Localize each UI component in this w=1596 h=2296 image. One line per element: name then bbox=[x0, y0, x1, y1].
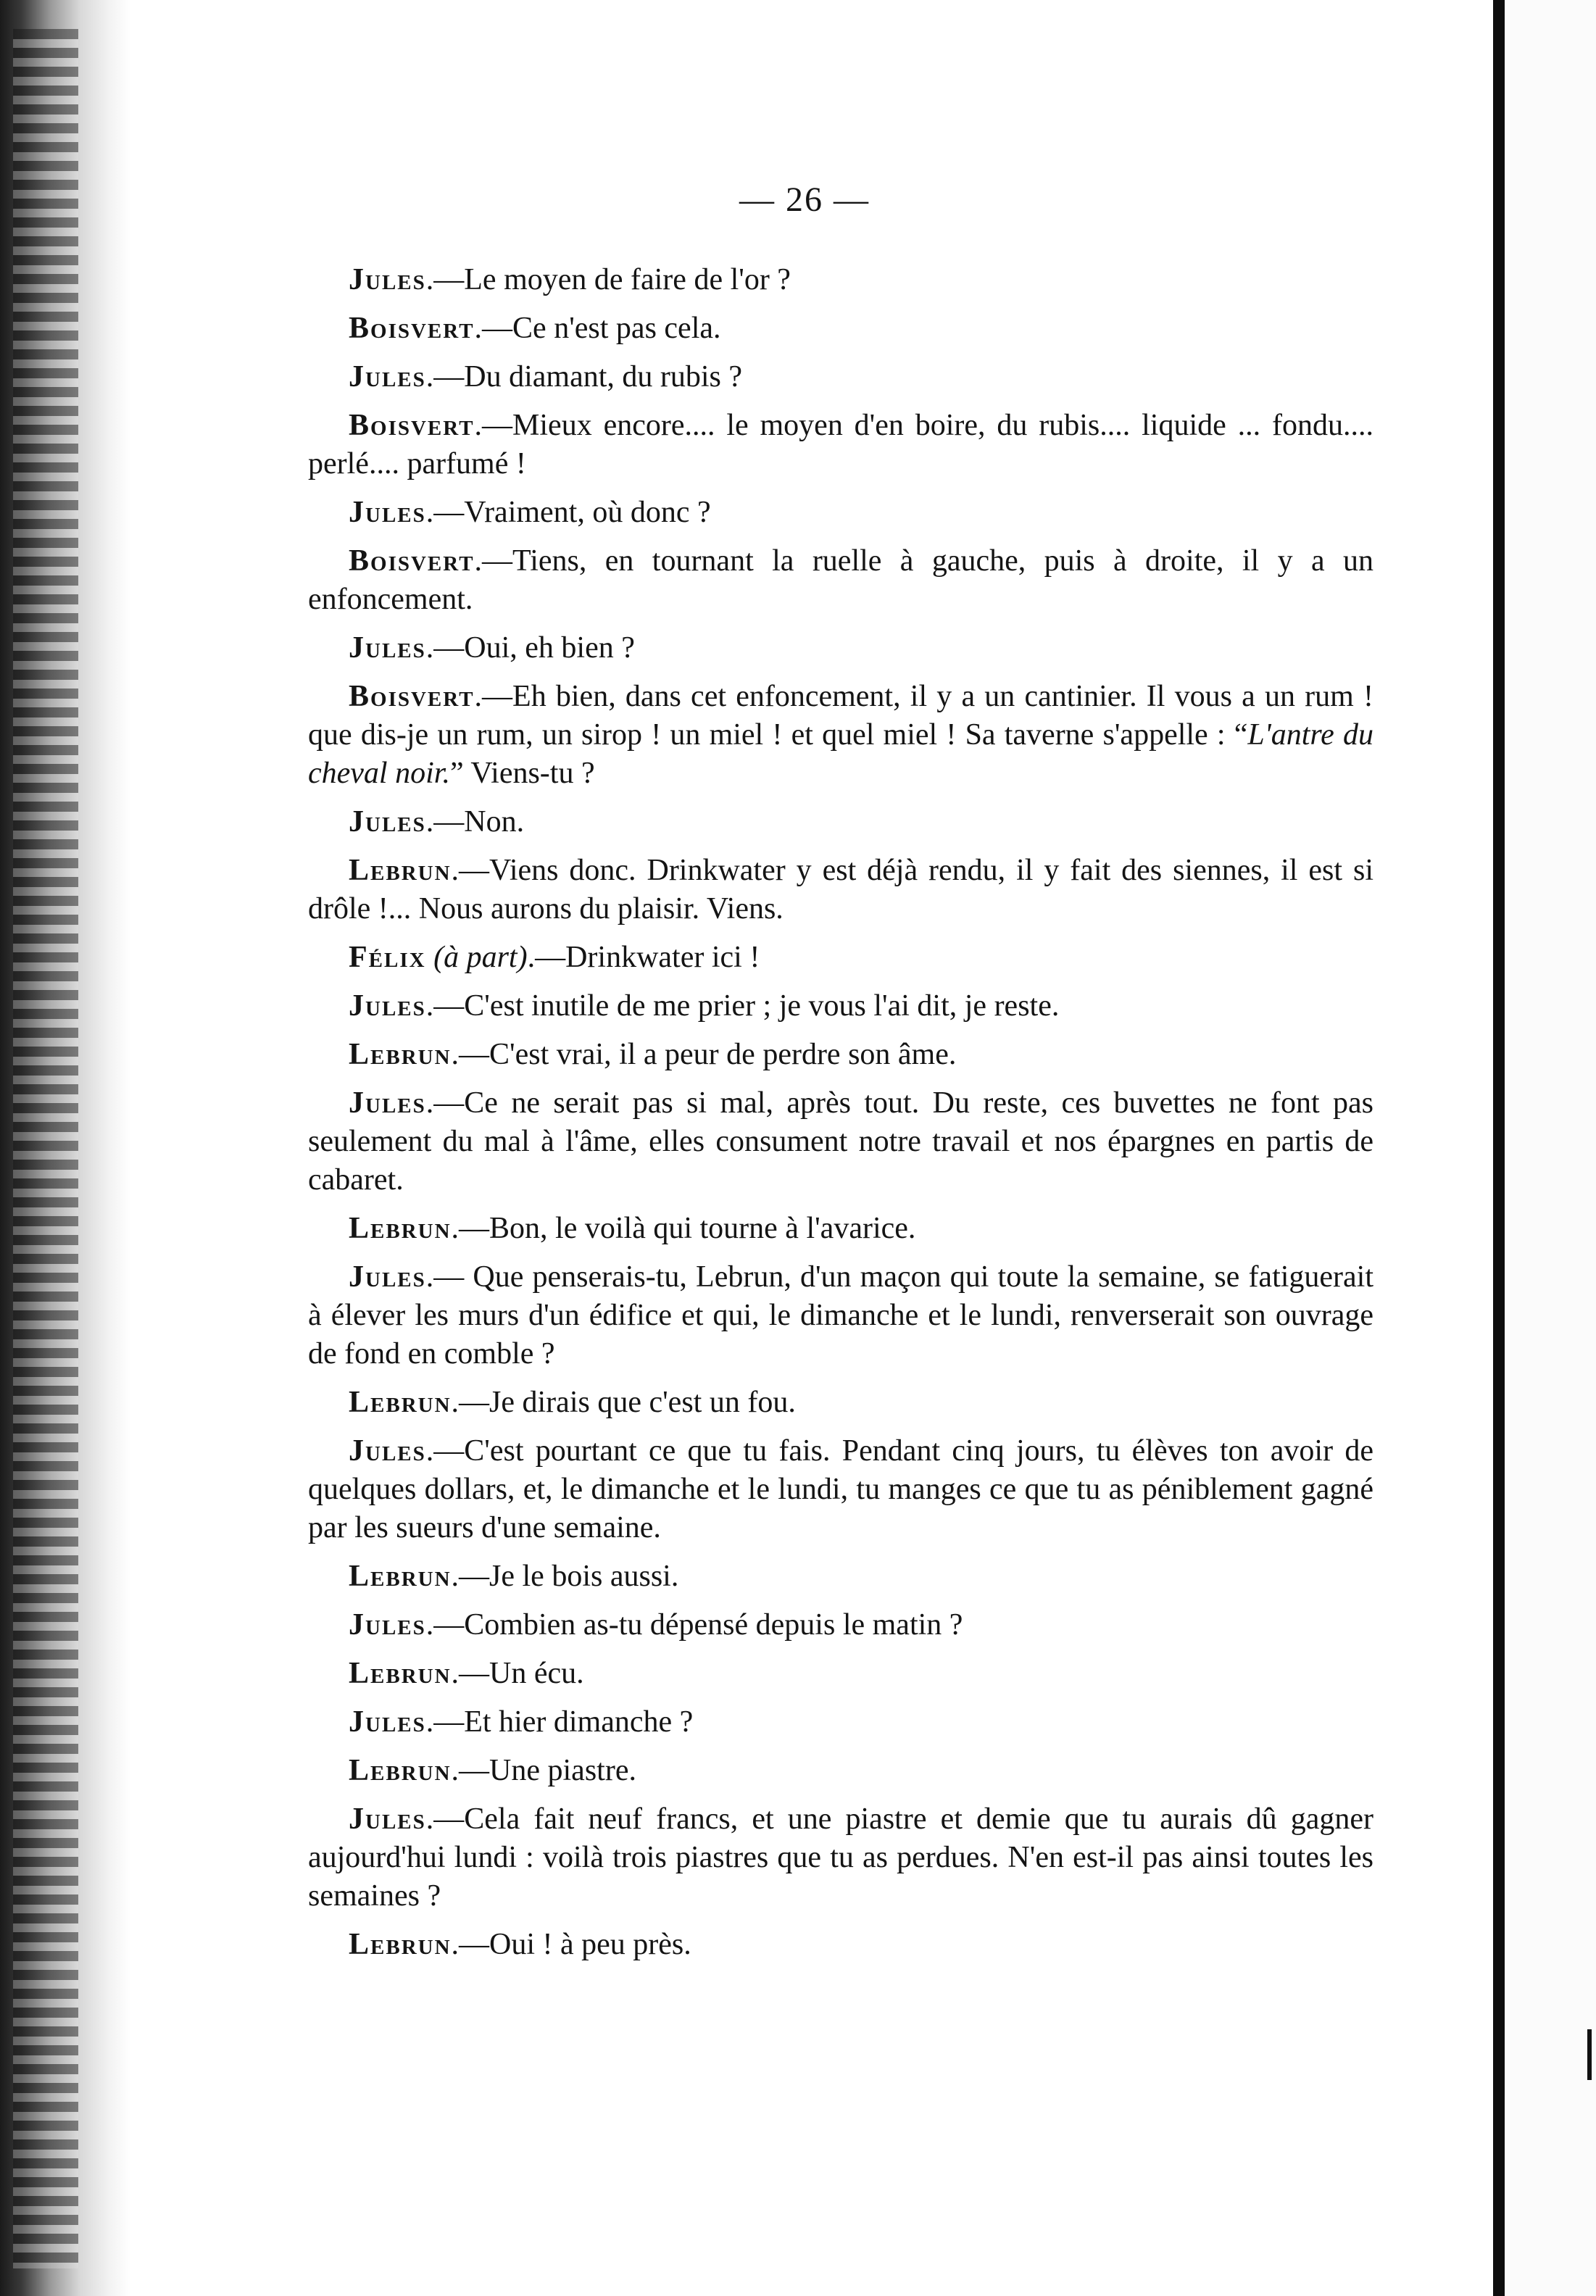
dialogue-line: Jules.—C'est inutile de me prier ; je vous l'ai dit, je reste. bbox=[349, 989, 1060, 1023]
dialogue-line: Lebrun.—Bon, le voilà qui tourne à l'avarice. bbox=[349, 1212, 916, 1245]
line-text: Oui ! à peu près. bbox=[489, 1928, 691, 1961]
line-text: Que penserais-tu, Lebrun, d'un maçon qui toute la semaine, se fatiguerait à élever les murs d'un édifice et qui, le dimanche et le lundi, renverserait son ouvrage de fond en comble ? bbox=[308, 1260, 1374, 1370]
spine-shadow-texture bbox=[13, 29, 78, 2268]
speaker-name: Lebrun bbox=[349, 1754, 452, 1787]
line-text: Vraiment, où donc ? bbox=[464, 496, 711, 529]
line-text: Du diamant, du rubis ? bbox=[464, 360, 743, 394]
speaker-name: Lebrun bbox=[349, 1212, 452, 1245]
line-text-after: ” Viens-tu ? bbox=[449, 757, 595, 790]
speaker-name: Lebrun bbox=[349, 1038, 452, 1071]
line-text: Ce n'est pas cela. bbox=[512, 312, 721, 345]
tavern-name: L'antre du cheval noir. bbox=[308, 718, 1373, 790]
dialogue-line: Lebrun.—Oui ! à peu près. bbox=[349, 1928, 691, 1961]
line-text: Et hier dimanche ? bbox=[464, 1705, 694, 1739]
speaker-name: Jules bbox=[349, 1705, 426, 1739]
margin-mark bbox=[1587, 2029, 1592, 2080]
dialogue-line: Lebrun.—Viens donc. Drinkwater y est déjà rendu, il y fait des siennes, il est si drôle !... Nous aurons du plaisir. Viens. bbox=[308, 854, 1373, 926]
line-text: Tiens, en tournant la ruelle à gauche, puis à droite, il y a un enfoncement. bbox=[308, 544, 1373, 616]
line-text: C'est inutile de me prier ; je vous l'ai dit, je reste. bbox=[464, 989, 1060, 1023]
right-margin bbox=[1505, 0, 1596, 2296]
dialogue-line: Félix (à part).—Drinkwater ici ! bbox=[349, 941, 760, 974]
dialogue-line: Jules.—Non. bbox=[349, 805, 525, 839]
speaker-name: Jules bbox=[349, 989, 426, 1023]
dialogue-line: Jules.—C'est pourtant ce que tu fais. Pendant cinq jours, tu élèves ton avoir de quelques dollars, et, le dimanche et le lundi, tu manges ce que tu as péniblement gagné par les sueurs d'une semaine. bbox=[308, 1434, 1373, 1544]
speaker-name: Lebrun bbox=[349, 1386, 452, 1419]
dialogue-line: Lebrun.—Une piastre. bbox=[349, 1754, 636, 1787]
line-text: Bon, le voilà qui tourne à l'avarice. bbox=[489, 1212, 916, 1245]
dialogue-line: Boisvert.—Mieux encore.... le moyen d'en boire, du rubis.... liquide ... fondu.... perlé.... parfumé ! bbox=[308, 409, 1373, 481]
line-text: Je dirais que c'est un fou. bbox=[489, 1386, 796, 1419]
line-text: Non. bbox=[464, 805, 525, 839]
dialogue-line: Jules.—Le moyen de faire de l'or ? bbox=[349, 263, 791, 296]
line-text: C'est pourtant ce que tu fais. Pendant cinq jours, tu élèves ton avoir de quelques dollars, et, le dimanche et le lundi, tu manges ce que tu as péniblement gagné par les sueurs d'une semaine. bbox=[308, 1434, 1373, 1544]
speaker-name: Jules bbox=[349, 1260, 426, 1294]
speaker-name: Boisvert bbox=[349, 680, 475, 713]
line-text: Mieux encore.... le moyen d'en boire, du rubis.... liquide ... fondu.... perlé.... parfumé ! bbox=[308, 409, 1373, 481]
line-text: Drinkwater ici ! bbox=[565, 941, 760, 974]
line-text: Combien as-tu dépensé depuis le matin ? bbox=[464, 1608, 963, 1642]
dialogue-line: Boisvert.—Tiens, en tournant la ruelle à gauche, puis à droite, il y a un enfoncement. bbox=[308, 544, 1373, 616]
dialogue-line: Jules.—Du diamant, du rubis ? bbox=[349, 360, 743, 394]
speaker-name: Lebrun bbox=[349, 1560, 452, 1593]
dialogue-text bbox=[308, 261, 1373, 1974]
speaker-name: Jules bbox=[349, 263, 426, 296]
dialogue-line: Boisvert.—Eh bien, dans cet enfoncement, il y a un cantinier. Il vous a un rum ! que dis-je un rum, un sirop ! un miel ! et quel miel ! Sa taverne s'appelle : “L'antre du cheval noir.” Viens-tu ? bbox=[308, 680, 1373, 790]
dialogue-line: Jules.— Que penserais-tu, Lebrun, d'un maçon qui toute la semaine, se fatiguerait à élever les murs d'un édifice et qui, le dimanche et le lundi, renverserait son ouvrage de fond en comble ? bbox=[308, 1260, 1374, 1370]
dialogue-line: Lebrun.—C'est vrai, il a peur de perdre son âme. bbox=[349, 1038, 957, 1071]
line-text: Eh bien, dans cet enfoncement, il y a un cantinier. Il vous a un rum ! que dis-je un rum, un sirop ! un miel ! et quel miel ! Sa taverne s'appelle : “ bbox=[308, 680, 1373, 752]
speaker-name: Jules bbox=[349, 1434, 426, 1468]
speaker-name: Boisvert bbox=[349, 409, 475, 442]
page-number: — 26 — bbox=[739, 180, 870, 219]
line-text: Oui, eh bien ? bbox=[464, 631, 635, 665]
book-spine-scan-edge bbox=[0, 0, 130, 2296]
dialogue-line: Jules.—Cela fait neuf francs, et une piastre et demie que tu aurais dû gagner aujourd'hui lundi : voilà trois piastres que tu as perdues. N'en est-il pas ainsi toutes les semaines ? bbox=[308, 1802, 1373, 1913]
dialogue-line: Lebrun.—Je le bois aussi. bbox=[349, 1560, 679, 1593]
line-text: C'est vrai, il a peur de perdre son âme. bbox=[489, 1038, 957, 1071]
speaker-name: Jules bbox=[349, 1802, 426, 1836]
speaker-name: Jules bbox=[349, 805, 426, 839]
dialogue-line: Jules.—Vraiment, où donc ? bbox=[349, 496, 711, 529]
dialogue-line: Jules.—Ce ne serait pas si mal, après tout. Du reste, ces buvettes ne font pas seulement du mal à l'âme, elles consument notre travail et nos épargnes en partis de cabaret. bbox=[308, 1086, 1373, 1197]
page-edge-rule bbox=[1493, 0, 1505, 2296]
line-text: Viens donc. Drinkwater y est déjà rendu, il y fait des siennes, il est si drôle !... Nous aurons du plaisir. Viens. bbox=[308, 854, 1373, 926]
line-text: Le moyen de faire de l'or ? bbox=[464, 263, 791, 296]
speaker-name: Jules bbox=[349, 496, 426, 529]
dialogue-line: Lebrun.—Un écu. bbox=[349, 1657, 584, 1690]
speaker-name: Lebrun bbox=[349, 1657, 452, 1690]
dialogue-line: Boisvert.—Ce n'est pas cela. bbox=[349, 312, 721, 345]
line-text: Cela fait neuf francs, et une piastre et demie que tu aurais dû gagner aujourd'hui lundi : voilà trois piastres que tu as perdues. N'en est-il pas ainsi toutes les semaines ? bbox=[308, 1802, 1373, 1913]
speaker-name: Jules bbox=[349, 360, 426, 394]
speaker-name: Jules bbox=[349, 1086, 426, 1120]
dialogue-line: Lebrun.—Je dirais que c'est un fou. bbox=[349, 1386, 796, 1419]
line-text: Ce ne serait pas si mal, après tout. Du reste, ces buvettes ne font pas seulement du mal à l'âme, elles consument notre travail et nos épargnes en partis de cabaret. bbox=[308, 1086, 1373, 1197]
speaker-name: Félix bbox=[349, 941, 426, 974]
speaker-name: Jules bbox=[349, 1608, 426, 1642]
dialogue-line: Jules.—Et hier dimanche ? bbox=[349, 1705, 694, 1739]
speaker-name: Lebrun bbox=[349, 1928, 452, 1961]
line-text: Une piastre. bbox=[489, 1754, 636, 1787]
speaker-name: Jules bbox=[349, 631, 426, 665]
speaker-name: Boisvert bbox=[349, 312, 475, 345]
stage-direction: (à part) bbox=[433, 941, 528, 974]
speaker-name: Boisvert bbox=[349, 544, 475, 578]
dialogue-line: Jules.—Oui, eh bien ? bbox=[349, 631, 635, 665]
dialogue-line: Jules.—Combien as-tu dépensé depuis le matin ? bbox=[349, 1608, 963, 1642]
speaker-name: Lebrun bbox=[349, 854, 452, 887]
line-text: Je le bois aussi. bbox=[489, 1560, 679, 1593]
line-text: Un écu. bbox=[489, 1657, 584, 1690]
